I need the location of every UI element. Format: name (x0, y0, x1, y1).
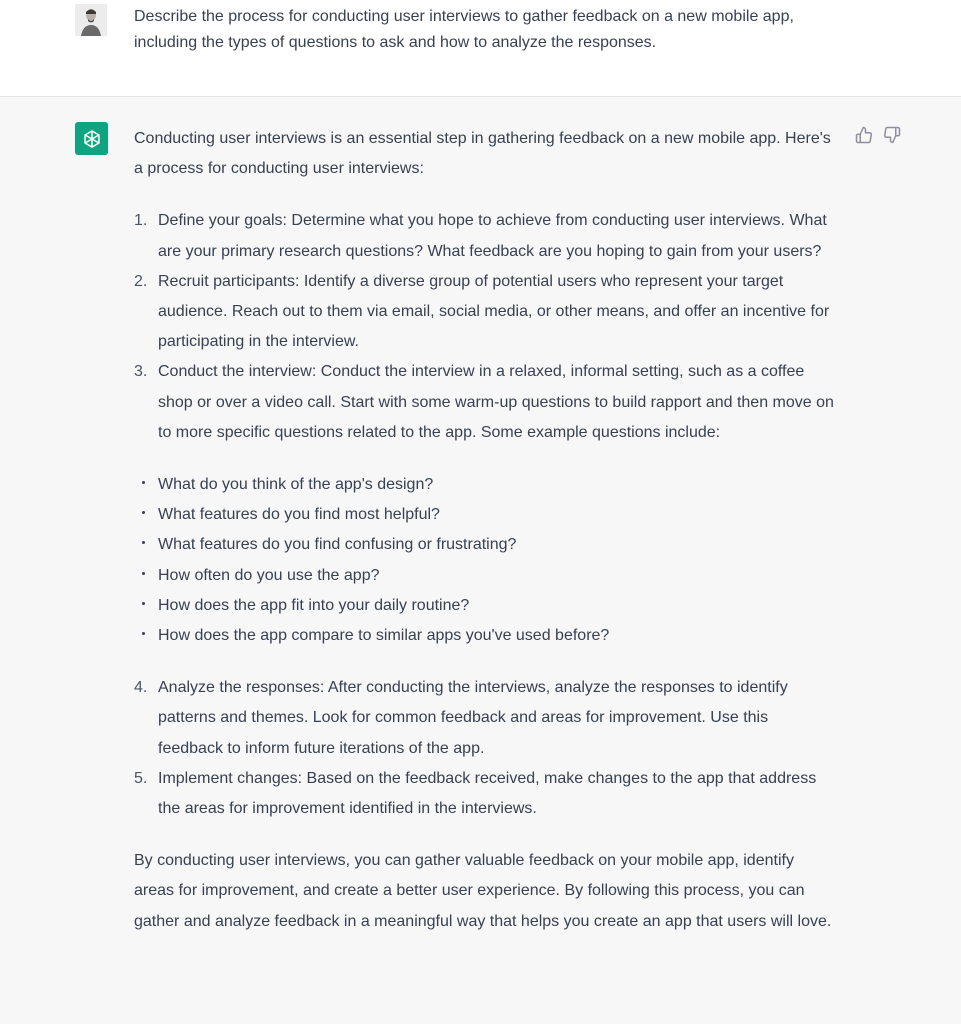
step-item (134, 673, 834, 764)
step-text: Conduct the interview: Conduct the interview in a relaxed, informal setting, such as a coffee shop or over a video call. Start with some warm-up questions to build rapport and then move on to more specific questions related to the app. Some example questions include: (158, 363, 834, 441)
step-number: 3. (134, 363, 148, 381)
question-item: How does the app fit into your daily routine? (134, 591, 834, 621)
question-item: How does the app compare to similar apps you've used before? (134, 621, 834, 651)
step-number: 5. (134, 769, 148, 787)
step-text: Implement changes: Based on the feedback received, make changes to the app that address the areas for improvement identified in the interviews. (158, 769, 817, 818)
question-item: What features do you find confusing or frustrating? (134, 530, 834, 560)
question-item: What features do you find most helpful? (134, 500, 834, 530)
steps-list-continued (134, 673, 834, 824)
step-item (134, 267, 834, 358)
step-text: Analyze the responses: After conducting the interviews, analyze the responses to identify patterns and themes. Look for common feedback and areas for improvement. Use this feedback to inform future iterations of the app. (158, 679, 788, 757)
thumbs-up-icon[interactable] (855, 126, 873, 144)
answer-intro: Conducting user interviews is an essential step in gathering feedback on a new mobile app. Here's a process for conducting user interviews: (134, 130, 831, 178)
user-prompt-text: Describe the process for conducting user interviews to gather feedback on a new mobile app, including the types of questions to ask and how to analyze the responses. (134, 8, 794, 51)
question-item: What do you think of the app's design? (134, 470, 834, 500)
step-item (134, 206, 834, 266)
step-item (134, 357, 834, 448)
bot-avatar (75, 122, 108, 155)
question-item: How often do you use the app? (134, 561, 834, 591)
answer-outro: By conducting user interviews, you can gather valuable feedback on your mobile app, identify areas for improvement, and create a better user experience. By following this process, you can gather and analyze feedback in a meaningful way that helps you create an app that users will love. (134, 852, 832, 930)
step-text: Recruit participants: Identify a diverse group of potential users who represent your target audience. Reach out to them via email, social media, or other means, and offer an incentive for participating in the interview. (158, 272, 830, 351)
step-text: Define your goals: Determine what you hope to achieve from conducting user interviews. What are your primary research questions? What feedback are you hoping to gain from your users? (158, 212, 827, 260)
steps-list (134, 206, 834, 448)
step-item (134, 764, 834, 824)
step-number: 1. (134, 212, 148, 230)
user-message-row (0, 0, 961, 97)
openai-logo-icon (81, 128, 103, 150)
step-number: 2. (134, 272, 148, 290)
user-photo-avatar (75, 4, 107, 36)
user-avatar (75, 4, 107, 36)
assistant-answer (134, 124, 834, 937)
thumbs-down-icon[interactable] (883, 126, 901, 144)
step-number: 4. (134, 679, 148, 697)
example-questions-list (134, 470, 834, 651)
feedback-buttons (855, 126, 901, 144)
